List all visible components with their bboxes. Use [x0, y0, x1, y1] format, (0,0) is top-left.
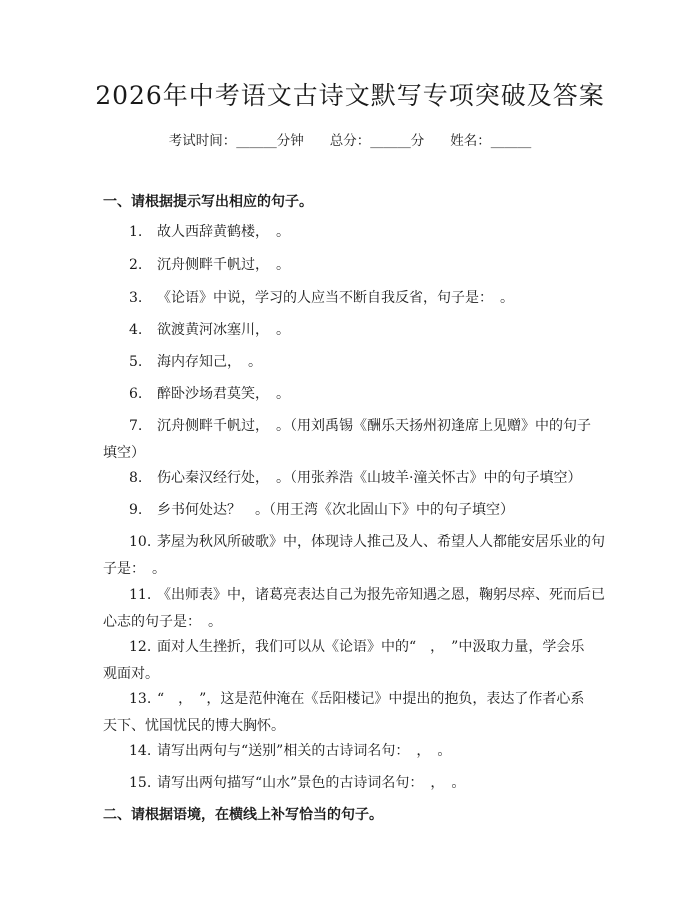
document-title: 2026年中考语文古诗文默写专项突破及答案: [95, 81, 605, 110]
question-8: [103, 465, 599, 492]
question-number: 13.: [129, 691, 152, 707]
question-text: 欲渡黄河冰塞川， 。: [157, 322, 290, 338]
question-text: 故人西辞黄鹤楼， 。: [157, 224, 290, 240]
exam-time-field: 考试时间：______分钟: [168, 133, 304, 149]
question-number: 15.: [129, 775, 152, 791]
total-score-field: 总分：______分: [329, 133, 425, 149]
question-text: 海内存知己， 。: [157, 354, 262, 370]
question-number: 10.: [129, 534, 152, 550]
question-5: [103, 349, 599, 376]
question-number: 3.: [129, 290, 143, 306]
question-3: [103, 285, 599, 312]
question-4: [103, 317, 599, 344]
question-text: 乡书何处达？ 。（用王湾《次北固山下》中的句子填空）: [157, 502, 514, 518]
question-number: 1.: [129, 224, 143, 240]
question-text-continued: 填空）: [103, 445, 145, 461]
question-text: 《出师表》中，诸葛亮表达自己为报先帝知遇之恩，鞠躬尽瘁、死而后已: [157, 587, 605, 603]
question-text: 面对人生挫折，我们可以从《论语》中的“ ， ”中汲取力量，学会乐: [157, 639, 585, 655]
question-number: 6.: [129, 386, 143, 402]
student-name-field: 姓名：______: [450, 133, 532, 149]
question-14: [103, 738, 599, 765]
question-number: 4.: [129, 322, 143, 338]
question-13: [103, 686, 599, 740]
question-text-continued: 天下、忧国忧民的博大胸怀。: [103, 718, 285, 734]
section-heading-2: 二、请根据语境，在横线上补写恰当的句子。: [103, 807, 383, 823]
question-text: 伤心秦汉经行处， 。（用张养浩《山坡羊·潼关怀古》中的句子填空）: [157, 470, 582, 486]
question-text: 请写出两句与“送别”相关的古诗词名句： ， 。: [157, 743, 452, 759]
question-text: 醉卧沙场君莫笑， 。: [157, 386, 290, 402]
question-number: 2.: [129, 257, 143, 273]
question-text: 《论语》中说，学习的人应当不断自我反省，句子是： 。: [157, 290, 514, 306]
question-number: 7.: [129, 418, 143, 434]
question-15: [103, 770, 599, 797]
question-9: [103, 497, 599, 524]
exam-info-line: [0, 131, 700, 151]
question-number: 11.: [129, 587, 152, 603]
question-text-continued: 子是： 。: [103, 561, 166, 577]
question-6: [103, 381, 599, 408]
question-1: [103, 219, 599, 246]
question-text-continued: 观面对。: [103, 666, 159, 682]
question-number: 8.: [129, 470, 143, 486]
question-number: 12.: [129, 639, 152, 655]
question-2: [103, 252, 599, 279]
question-number: 5.: [129, 354, 143, 370]
section-heading-1: 一、请根据提示写出相应的句子。: [103, 194, 313, 210]
question-number: 9.: [129, 502, 143, 518]
question-number: 14.: [129, 743, 152, 759]
question-10: [103, 529, 605, 583]
question-text: 请写出两句描写“山水”景色的古诗词名句： ， 。: [157, 775, 466, 791]
question-text: 茅屋为秋风所破歌》中，体现诗人推己及人、希望人人都能安居乐业的句: [157, 534, 605, 550]
question-text: 沉舟侧畔千帆过， 。（用刘禹锡《酬乐天扬州初逢席上见赠》中的句子: [157, 418, 591, 434]
question-text-continued: 心志的句子是： 。: [103, 614, 222, 630]
question-11: [103, 582, 605, 636]
question-text: “ ， ”，这是范仲淹在《岳阳楼记》中提出的抱负，表达了作者心系: [157, 691, 585, 707]
question-text: 沉舟侧畔千帆过， 。: [157, 257, 290, 273]
question-7: [103, 413, 599, 467]
question-12: [103, 634, 599, 688]
